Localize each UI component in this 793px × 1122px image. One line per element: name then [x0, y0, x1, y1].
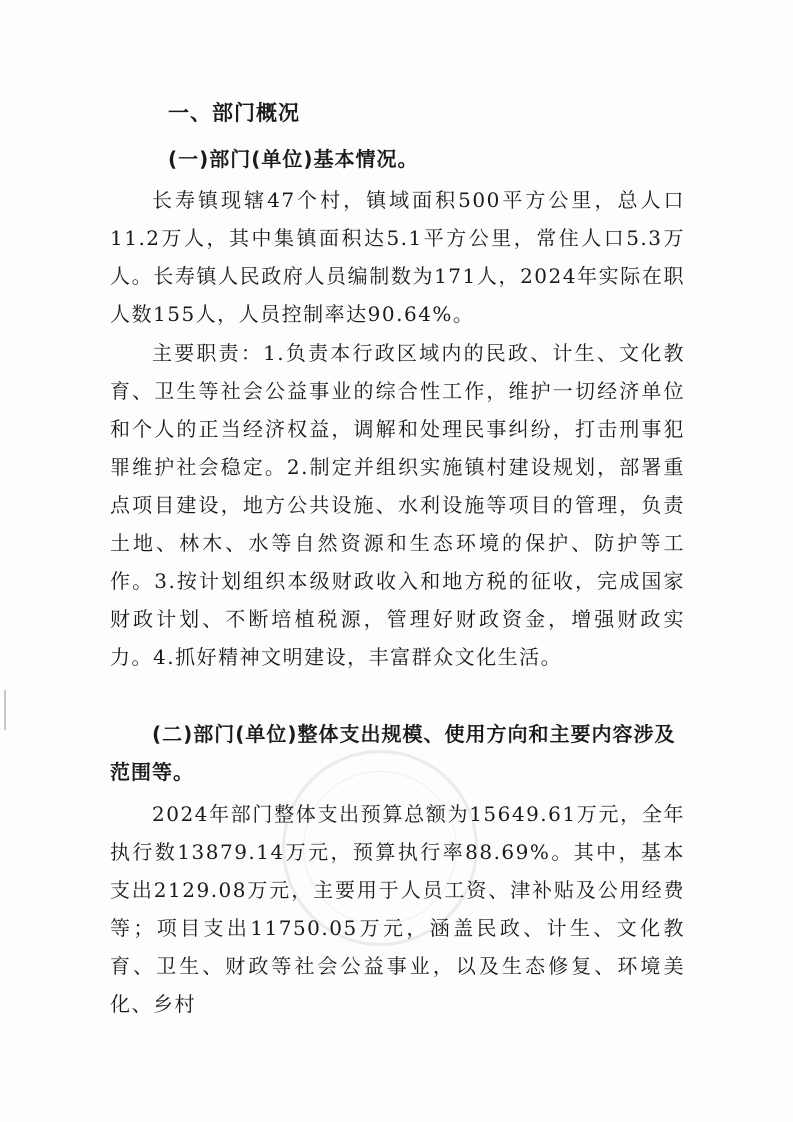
scan-edge-mark [4, 690, 6, 730]
paragraph-basic-info: 长寿镇现辖47个村，镇域面积500平方公里，总人口11.2万人，其中集镇面积达5.1平方公里，常住人口5.3万人。长寿镇人民政府人员编制数为171人，2024年实际在职人数155人，人员控制率达90.64%。 [110, 188, 685, 326]
subsection-heading-basic-info: (一)部门(单位)基本情况。 [168, 147, 419, 171]
section-heading-department-overview: 一、部门概况 [168, 101, 300, 125]
paragraph-expenditure: 2024年部门整体支出预算总额为15649.61万元，全年执行数13879.14万元，预算执行率88.69%。其中，基本支出2129.08万元，主要用于人员工资、津补贴及公用经费等；项目支出11750.05万元，涵盖民政、计生、文化教育、卫生、财政等社会公益事业，以及生态修复、环境美化、乡村 [110, 802, 685, 1016]
paragraph-main-duties: 主要职责：1.负责本行政区域内的民政、计生、文化教育、卫生等社会公益事业的综合性工作，维护一切经济单位和个人的正当经济权益，调解和处理民事纠纷，打击刑事犯罪维护社会稳定。2.制定并组织实施镇村建设规划，部署重点项目建设，地方公共设施、水利设施等项目的管理，负责土地、林木、水等自然资源和生态环境的保护、防护等工作。3.按计划组织本级财政收入和地方税的征收，完成国家财政计划、不断培植税源，管理好财政资金，增强财政实力。4.抓好精神文明建设，丰富群众文化生活。 [110, 341, 685, 669]
subsection-heading-expenditure-scale: (二)部门(单位)整体支出规模、使用方向和主要内容涉及范围等。 [110, 722, 676, 784]
